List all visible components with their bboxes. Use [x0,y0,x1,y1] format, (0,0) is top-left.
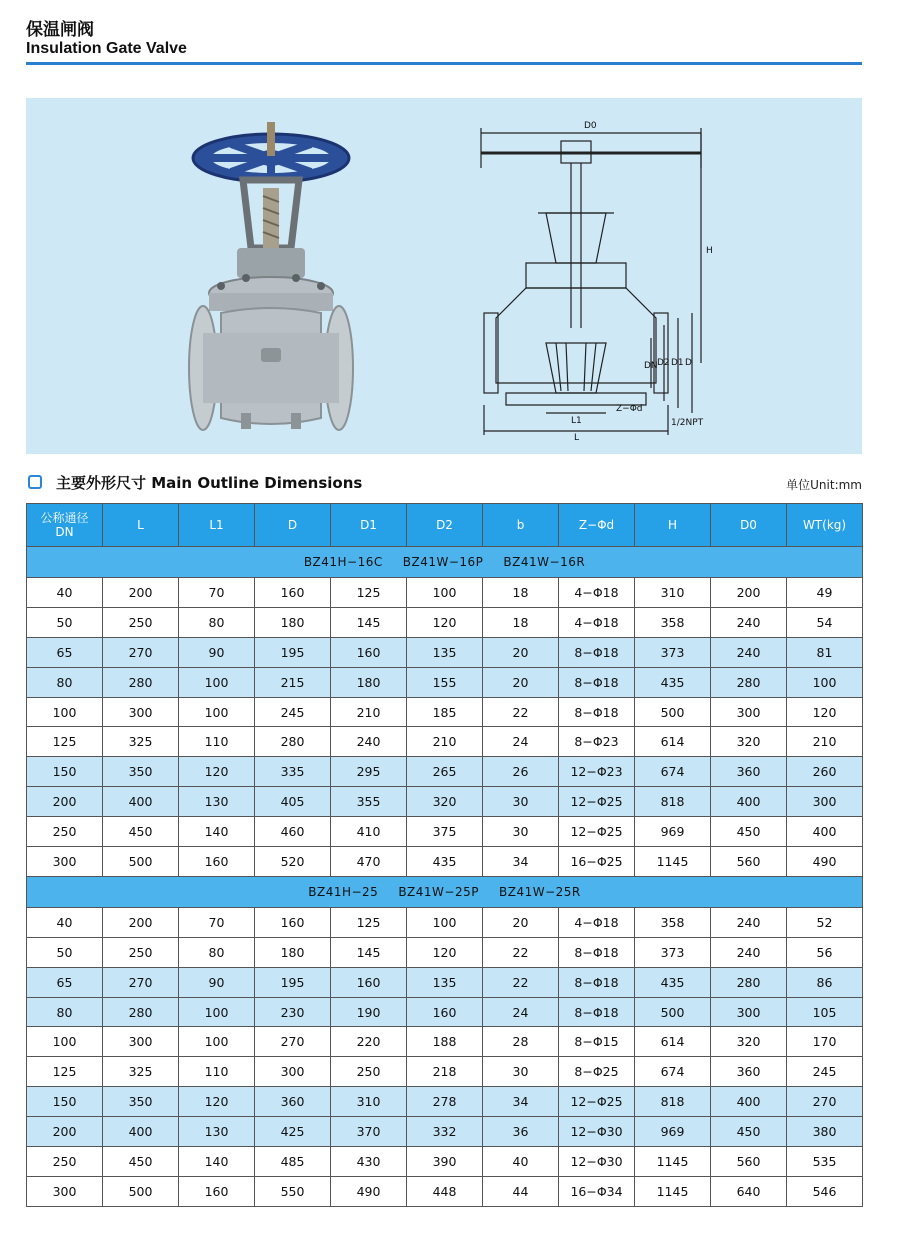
table-cell: 969 [635,817,711,847]
page-header [26,20,862,58]
table-cell: 100 [179,997,255,1027]
table-cell: 355 [331,787,407,817]
table-cell: 969 [635,1117,711,1147]
table-cell: 65 [27,967,103,997]
table-cell: 100 [787,667,863,697]
table-cell: 210 [331,697,407,727]
table-cell: 500 [103,847,179,877]
table-cell: 210 [407,727,483,757]
table-cell: 195 [255,637,331,667]
table-cell: 30 [483,787,559,817]
table-cell: 546 [787,1176,863,1206]
table-cell: 390 [407,1147,483,1177]
table-cell: 100 [179,667,255,697]
table-cell: 614 [635,727,711,757]
table-cell: 240 [711,937,787,967]
table-cell: 40 [483,1147,559,1177]
table-row [27,757,863,787]
column-header: L1 [179,504,255,547]
table-cell: 160 [407,997,483,1027]
table-cell: 300 [103,697,179,727]
table-cell: 218 [407,1057,483,1087]
table-cell: 180 [331,667,407,697]
table-cell: 300 [27,847,103,877]
model-code: BZ41W−25R [498,884,581,899]
table-cell: 358 [635,907,711,937]
table-cell: 140 [179,817,255,847]
table-cell: 8−Φ15 [559,1027,635,1057]
table-cell: 12−Φ25 [559,817,635,847]
product-image-panel [26,98,862,454]
table-cell: 80 [27,667,103,697]
table-cell: 215 [255,667,331,697]
drawing-label-d1: D1 [671,358,684,368]
table-cell: 155 [407,667,483,697]
table-cell: 180 [255,607,331,637]
table-cell: 240 [711,907,787,937]
table-cell: 674 [635,1057,711,1087]
model-group-label [27,547,863,578]
table-cell: 145 [331,937,407,967]
table-cell: 30 [483,1057,559,1087]
table-cell: 4−Φ18 [559,907,635,937]
table-cell: 18 [483,607,559,637]
table-cell: 220 [331,1027,407,1057]
table-cell: 240 [331,727,407,757]
table-row [27,578,863,608]
table-cell: 34 [483,1087,559,1117]
table-cell: 245 [255,697,331,727]
table-cell: 145 [331,607,407,637]
table-cell: 8−Φ18 [559,697,635,727]
table-cell: 310 [331,1087,407,1117]
table-cell: 560 [711,1147,787,1177]
table-cell: 550 [255,1176,331,1206]
table-cell: 160 [179,1176,255,1206]
table-cell: 22 [483,697,559,727]
table-cell: 160 [255,907,331,937]
table-cell: 320 [711,727,787,757]
column-header: 公称通径 DN [27,504,103,547]
table-cell: 135 [407,637,483,667]
table-cell: 360 [711,757,787,787]
table-cell: 90 [179,967,255,997]
table-cell: 280 [711,667,787,697]
table-cell: 400 [103,787,179,817]
table-row [27,937,863,967]
table-cell: 270 [103,967,179,997]
table-row [27,727,863,757]
drawing-label-d: D [685,358,692,368]
table-cell: 180 [255,937,331,967]
table-cell: 358 [635,607,711,637]
table-cell: 140 [179,1147,255,1177]
table-cell: 160 [331,637,407,667]
table-cell: 20 [483,907,559,937]
column-header: b [483,504,559,547]
table-cell: 120 [787,697,863,727]
table-cell: 500 [635,697,711,727]
table-cell: 100 [179,1027,255,1057]
drawing-label-l1: L1 [571,416,582,426]
table-cell: 485 [255,1147,331,1177]
table-cell: 120 [179,757,255,787]
table-row [27,1176,863,1206]
table-cell: 500 [103,1176,179,1206]
table-cell: 160 [255,578,331,608]
table-cell: 300 [255,1057,331,1087]
table-cell: 250 [103,937,179,967]
column-header: WT(kg) [787,504,863,547]
table-row [27,1087,863,1117]
table-cell: 150 [27,757,103,787]
table-cell: 135 [407,967,483,997]
header-divider [26,62,862,65]
table-row [27,787,863,817]
model-group-row [27,876,863,907]
table-cell: 125 [331,578,407,608]
table-cell: 18 [483,578,559,608]
table-cell: 450 [103,817,179,847]
table-cell: 50 [27,937,103,967]
table-cell: 100 [27,697,103,727]
table-cell: 150 [27,1087,103,1117]
table-cell: 200 [27,787,103,817]
table-cell: 1145 [635,1147,711,1177]
table-cell: 49 [787,578,863,608]
table-cell: 295 [331,757,407,787]
drawing-label-h: H [706,246,713,256]
table-cell: 400 [787,817,863,847]
table-cell: 320 [711,1027,787,1057]
table-cell: 280 [711,967,787,997]
table-cell: 4−Φ18 [559,607,635,637]
table-row [27,1147,863,1177]
table-cell: 245 [787,1057,863,1087]
table-cell: 52 [787,907,863,937]
dimensions-table [26,503,863,1207]
table-cell: 818 [635,1087,711,1117]
table-cell: 210 [787,727,863,757]
table-cell: 100 [407,907,483,937]
model-code: BZ41H−25 [308,884,379,899]
table-cell: 270 [787,1087,863,1117]
table-cell: 265 [407,757,483,787]
table-row [27,1027,863,1057]
table-cell: 430 [331,1147,407,1177]
table-cell: 200 [103,907,179,937]
table-cell: 350 [103,1087,179,1117]
table-cell: 250 [103,607,179,637]
drawing-label-zphid: Z−Φd [616,404,643,414]
model-group-label [27,876,863,907]
section-header [26,472,862,494]
column-header: D1 [331,504,407,547]
table-cell: 405 [255,787,331,817]
table-cell: 400 [711,1087,787,1117]
table-cell: 280 [103,997,179,1027]
table-cell: 490 [787,847,863,877]
table-cell: 8−Φ23 [559,727,635,757]
table-cell: 80 [27,997,103,1027]
table-row [27,1057,863,1087]
table-cell: 130 [179,1117,255,1147]
table-cell: 24 [483,727,559,757]
table-cell: 22 [483,967,559,997]
table-cell: 335 [255,757,331,787]
table-cell: 278 [407,1087,483,1117]
table-cell: 435 [635,667,711,697]
table-cell: 110 [179,1057,255,1087]
model-code: BZ41H−16C [303,555,383,569]
table-cell: 100 [179,697,255,727]
table-cell: 360 [255,1087,331,1117]
table-cell: 270 [103,637,179,667]
table-cell: 674 [635,757,711,787]
table-cell: 300 [711,697,787,727]
table-cell: 450 [103,1147,179,1177]
table-cell: 310 [635,578,711,608]
table-cell: 70 [179,578,255,608]
table-cell: 12−Φ25 [559,1087,635,1117]
table-cell: 560 [711,847,787,877]
table-cell: 160 [331,967,407,997]
table-cell: 100 [407,578,483,608]
column-header: D [255,504,331,547]
table-cell: 86 [787,967,863,997]
table-cell: 188 [407,1027,483,1057]
table-cell: 125 [27,727,103,757]
table-cell: 500 [635,997,711,1027]
table-cell: 300 [27,1176,103,1206]
table-cell: 8−Φ18 [559,637,635,667]
table-cell: 300 [711,997,787,1027]
table-cell: 26 [483,757,559,787]
column-header: L [103,504,179,547]
table-cell: 270 [255,1027,331,1057]
table-cell: 20 [483,637,559,667]
drawing-label-d0: D0 [584,121,597,131]
table-cell: 470 [331,847,407,877]
table-cell: 260 [787,757,863,787]
table-cell: 818 [635,787,711,817]
table-cell: 1145 [635,847,711,877]
table-cell: 34 [483,847,559,877]
table-cell: 250 [27,817,103,847]
table-cell: 120 [407,937,483,967]
table-cell: 44 [483,1176,559,1206]
table-cell: 300 [787,787,863,817]
table-cell: 373 [635,937,711,967]
table-cell: 380 [787,1117,863,1147]
table-cell: 65 [27,637,103,667]
table-row [27,667,863,697]
column-header: D2 [407,504,483,547]
model-code: BZ41W−16R [503,555,586,569]
table-cell: 350 [103,757,179,787]
table-cell: 4−Φ18 [559,578,635,608]
drawing-label-d2: D2 [657,358,670,368]
table-cell: 28 [483,1027,559,1057]
table-cell: 8−Φ18 [559,967,635,997]
table-cell: 520 [255,847,331,877]
table-cell: 325 [103,1057,179,1087]
table-cell: 120 [407,607,483,637]
drawing-label-dn: DN [644,361,658,371]
table-cell: 12−Φ25 [559,787,635,817]
model-code: BZ41W−16P [402,555,484,569]
table-row [27,1117,863,1147]
table-cell: 16−Φ25 [559,847,635,877]
table-cell: 435 [407,847,483,877]
table-cell: 400 [103,1117,179,1147]
table-cell: 640 [711,1176,787,1206]
table-cell: 40 [27,578,103,608]
table-cell: 185 [407,697,483,727]
table-cell: 81 [787,637,863,667]
drawing-label-npt: 1/2NPT [671,418,704,428]
unit-label: 单位Unit:mm [786,478,862,492]
table-cell: 450 [711,1117,787,1147]
table-cell: 30 [483,817,559,847]
table-cell: 80 [179,937,255,967]
table-cell: 12−Φ23 [559,757,635,787]
table-cell: 70 [179,907,255,937]
table-cell: 375 [407,817,483,847]
page-title-en: Insulation Gate Valve [26,40,187,57]
page-title-cn: 保温闸阀 [26,20,94,40]
table-cell: 373 [635,637,711,667]
table-cell: 170 [787,1027,863,1057]
table-cell: 325 [103,727,179,757]
table-cell: 240 [711,637,787,667]
model-code: BZ41W−25P [398,884,479,899]
table-cell: 240 [711,607,787,637]
column-header: Z−Φd [559,504,635,547]
table-cell: 54 [787,607,863,637]
table-cell: 280 [103,667,179,697]
valve-photo [181,118,361,438]
table-cell: 12−Φ30 [559,1117,635,1147]
table-cell: 425 [255,1117,331,1147]
table-cell: 460 [255,817,331,847]
table-cell: 435 [635,967,711,997]
square-bullet-icon [28,475,42,489]
table-cell: 1145 [635,1176,711,1206]
table-cell: 448 [407,1176,483,1206]
table-cell: 8−Φ18 [559,937,635,967]
table-cell: 22 [483,937,559,967]
table-cell: 300 [103,1027,179,1057]
table-row [27,697,863,727]
table-cell: 90 [179,637,255,667]
table-cell: 36 [483,1117,559,1147]
table-cell: 20 [483,667,559,697]
table-cell: 450 [711,817,787,847]
column-header: H [635,504,711,547]
table-cell: 195 [255,967,331,997]
model-group-row [27,547,863,578]
column-header: D0 [711,504,787,547]
table-cell: 535 [787,1147,863,1177]
table-cell: 614 [635,1027,711,1057]
table-cell: 125 [331,907,407,937]
table-cell: 8−Φ18 [559,667,635,697]
table-cell: 110 [179,727,255,757]
table-cell: 320 [407,787,483,817]
table-cell: 370 [331,1117,407,1147]
table-cell: 24 [483,997,559,1027]
table-cell: 56 [787,937,863,967]
table-cell: 332 [407,1117,483,1147]
table-cell: 410 [331,817,407,847]
table-cell: 16−Φ34 [559,1176,635,1206]
table-cell: 280 [255,727,331,757]
table-cell: 360 [711,1057,787,1087]
dimension-drawing [466,113,736,443]
table-cell: 250 [331,1057,407,1087]
table-cell: 250 [27,1147,103,1177]
table-cell: 200 [711,578,787,608]
table-row [27,847,863,877]
table-row [27,997,863,1027]
section-title: 主要外形尺寸 Main Outline Dimensions [56,474,363,492]
table-cell: 200 [27,1117,103,1147]
table-row [27,967,863,997]
table-row [27,817,863,847]
table-cell: 40 [27,907,103,937]
table-cell: 190 [331,997,407,1027]
table-cell: 125 [27,1057,103,1087]
table-cell: 130 [179,787,255,817]
table-row [27,607,863,637]
table-cell: 100 [27,1027,103,1057]
table-cell: 490 [331,1176,407,1206]
table-cell: 400 [711,787,787,817]
table-cell: 160 [179,847,255,877]
table-row [27,637,863,667]
table-cell: 120 [179,1087,255,1117]
drawing-label-l: L [574,433,580,443]
table-cell: 50 [27,607,103,637]
table-cell: 80 [179,607,255,637]
table-cell: 8−Φ25 [559,1057,635,1087]
table-cell: 200 [103,578,179,608]
table-row [27,907,863,937]
table-cell: 230 [255,997,331,1027]
table-cell: 105 [787,997,863,1027]
table-cell: 8−Φ18 [559,997,635,1027]
table-header-row [27,504,863,547]
table-cell: 12−Φ30 [559,1147,635,1177]
